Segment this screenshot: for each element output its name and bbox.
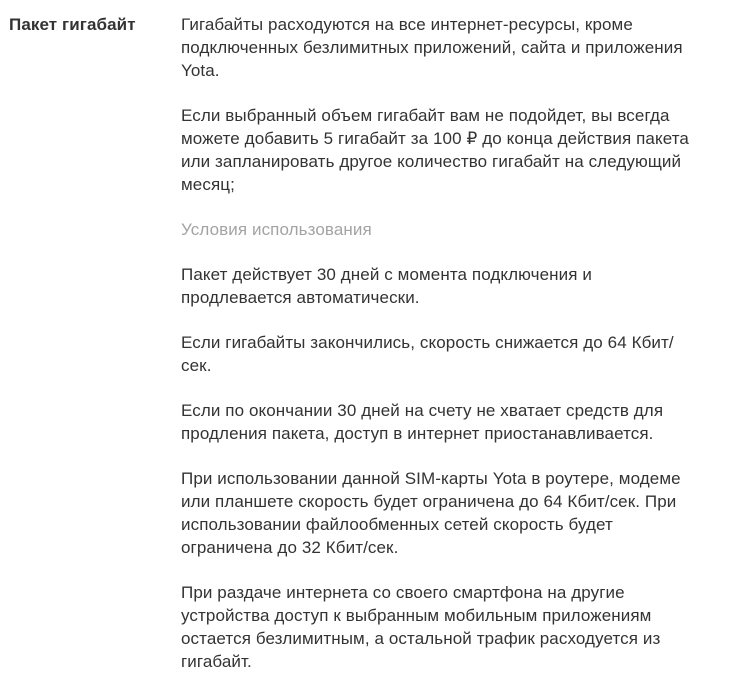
paragraph: Если по окончании 30 дней на счету не хватает средств для продления пакета, доступ в интернет приостанавливается. [181,401,664,443]
subsection-heading: Условия использования [181,220,372,239]
title-column [9,13,181,36]
paragraph: При раздаче интернета со своего смартфона на другие устройства доступ к выбранным мобильным приложениям остается безлимитным, а остальной трафик расходуется из гигабайт. [181,583,661,671]
paragraph: Если гигабайты закончились, скорость снижается до 64 Кбит/сек. [181,333,674,375]
section-title: Пакет гигабайт [9,15,136,34]
paragraph: Если выбранный объем гигабайт вам не подойдет, вы всегда можете добавить 5 гигабайт за 100 ₽ до конца действия пакета или запланировать другое количество гигабайт на следующий месяц; [181,106,689,194]
paragraph: Гигабайты расходуются на все интернет-ресурсы, кроме подключенных безлимитных приложений, сайта и приложения Yota. [181,15,683,80]
section-content [181,13,693,673]
paragraph: При использовании данной SIM-карты Yota в роутере, модеме или планшете скорость будет ограничена до 64 Кбит/сек. При использовании файлообменных сетей скорость будет ограничена до 32 Кбит/сек. [181,469,681,557]
paragraph: Пакет действует 30 дней с момента подключения и продлевается автоматически. [181,265,592,307]
